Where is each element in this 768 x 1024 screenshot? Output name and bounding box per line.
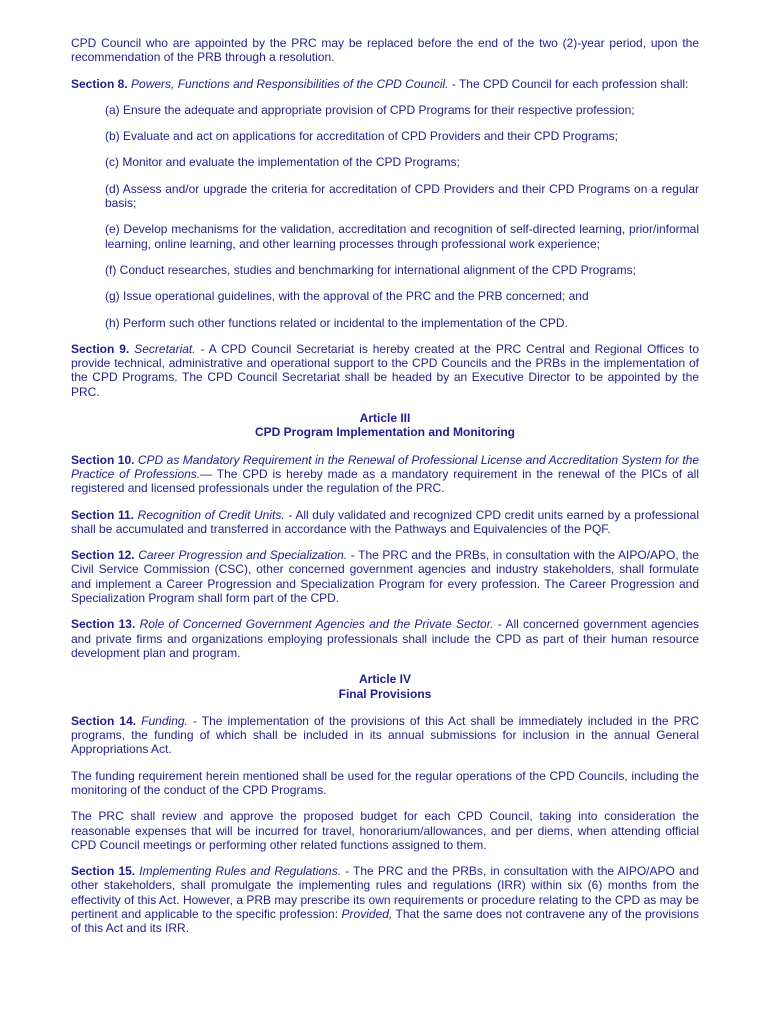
section-8-item-h: (h) Perform such other functions related or incidental to the implementation of the CPD.	[105, 315, 568, 330]
section-8-item-g: (g) Issue operational guidelines, with the approval of the PRC and the PRB concerned; and	[105, 289, 589, 304]
section-8	[71, 77, 699, 91]
article-3-title: CPD Program Implementation and Monitoring	[254, 425, 515, 440]
document-body	[71, 36, 699, 948]
article-4-number: Article IV	[358, 672, 412, 687]
section-14-label: Section 14.	[71, 713, 137, 728]
section-10-title: CPD as Mandatory Requirement in the Renewal of Professional License and Accreditation System for the Practice of Professions.	[71, 452, 700, 481]
section-11-label: Section 11.	[71, 507, 135, 522]
section-15	[71, 864, 699, 935]
intro-paragraph: CPD Council who are appointed by the PRC may be replaced before the end of the two (2)-year period, upon the recommendation of the PRB through a resolution.	[71, 36, 699, 65]
section-8-label: Section 8.	[71, 76, 128, 91]
section-14-paragraph-2: The funding requirement herein mentioned shall be used for the regular operations of the CPD Councils, including the monitoring of the conduct of the CPD Programs.	[71, 768, 699, 797]
section-12	[71, 548, 699, 605]
article-3-heading	[71, 411, 699, 440]
section-8-item-b: (b) Evaluate and act on applications for accreditation of CPD Providers and their CPD Programs;	[105, 129, 618, 144]
article-3-number: Article III	[359, 411, 411, 426]
section-13	[71, 617, 699, 660]
section-12-title: Career Progression and Specialization.	[138, 548, 348, 563]
section-12-label: Section 12.	[71, 548, 135, 563]
section-10	[71, 453, 699, 496]
section-10-text: — The CPD is hereby made as a mandatory requirement in the renewal of the PICs of all registered and licensed professionals under the regulation of the PRC.	[71, 466, 699, 496]
article-4-heading	[71, 672, 699, 701]
section-14-paragraph-3: The PRC shall review and approve the proposed budget for each CPD Council, taking into consideration the reasonable expenses that will be incurred for travel, honorarium/allowances, and per diems, when attending official CPD Council meetings or performing other related functions assigned to them.	[71, 809, 699, 852]
section-14	[71, 714, 699, 757]
section-15-label: Section 15.	[71, 864, 136, 879]
section-8-title: Powers, Functions and Responsibilities of the CPD Council.	[131, 76, 449, 91]
article-4-title: Final Provisions	[338, 686, 432, 701]
section-9-text: - A CPD Council Secretariat is hereby created at the PRC Central and Regional Offices to provide technical, administrative and operational support to the CPD Councils and the PRBs in the implementation of the CPD Programs. The CPD Council Secretariat shall be headed by an Executive Director to be appointed by the PRC.	[71, 341, 700, 399]
section-8-item-f: (f) Conduct researches, studies and benchmarking for international alignment of the CPD Programs;	[105, 262, 636, 277]
section-15-provided: Provided,	[341, 907, 393, 922]
section-14-text: - The implementation of the provisions of this Act shall be immediately included in the PRC programs, the funding of which shall be included in its annual submissions for inclusion in the annual General Appropriations Act.	[71, 713, 699, 757]
section-11	[71, 508, 699, 537]
section-8-item-e: (e) Develop mechanisms for the validation, accreditation and recognition of self-directed learning, prior/informal learning, online learning, and other learning processes through professional work experience;	[105, 222, 699, 251]
section-9-label: Section 9.	[71, 341, 130, 356]
section-13-text: - All concerned government agencies and private firms and organizations employing professionals shall include the CPD as part of their human resource development plan and program.	[71, 617, 699, 660]
section-8-item-d: (d) Assess and/or upgrade the criteria for accreditation of CPD Providers and their CPD Programs on a regular basis;	[105, 181, 699, 211]
section-10-label: Section 10.	[71, 452, 135, 467]
section-8-text: - The CPD Council for each profession shall:	[448, 76, 689, 91]
section-15-text-2: That the same does not contravene any of the provisions of this Act and its IRR.	[71, 907, 699, 936]
section-15-title: Implementing Rules and Regulations.	[139, 864, 342, 879]
section-12-text: - The PRC and the PRBs, in consultation with the AIPO/APO, the Civil Service Commission (CSC), other concerned government agencies and industry stakeholders, shall formulate and implement a Career Progression and Specialization Program for every profession. The Career Progression and Specialization Program shall form part of the CPD.	[71, 548, 699, 606]
section-11-text: - All duly validated and recognized CPD credit units earned by a professional shall be accumulated and transferred in accordance with the Pathways and Equivalencies of the PQF.	[71, 507, 699, 536]
section-14-title: Funding.	[141, 713, 188, 728]
section-8-item-a: (a) Ensure the adequate and appropriate provision of CPD Programs for their respective profession;	[105, 102, 635, 117]
section-13-title: Role of Concerned Government Agencies and the Private Sector.	[139, 617, 494, 632]
section-9	[71, 342, 699, 399]
section-11-title: Recognition of Credit Units.	[137, 507, 285, 522]
section-8-item-c: (c) Monitor and evaluate the implementation of the CPD Programs;	[105, 155, 460, 170]
section-9-title: Secretariat.	[134, 341, 196, 356]
section-13-label: Section 13.	[71, 617, 136, 632]
section-15-text: - The PRC and the PRBs, in consultation with the AIPO/APO and other stakeholders, shall promulgate the implementing rules and regulations (IRR) within six (6) months from the effectivity of this Act. However, a PRB may prescribe its own requirements or procedure relating to the CPD as may be pertinent and applicable to the specific profession:	[71, 864, 699, 922]
